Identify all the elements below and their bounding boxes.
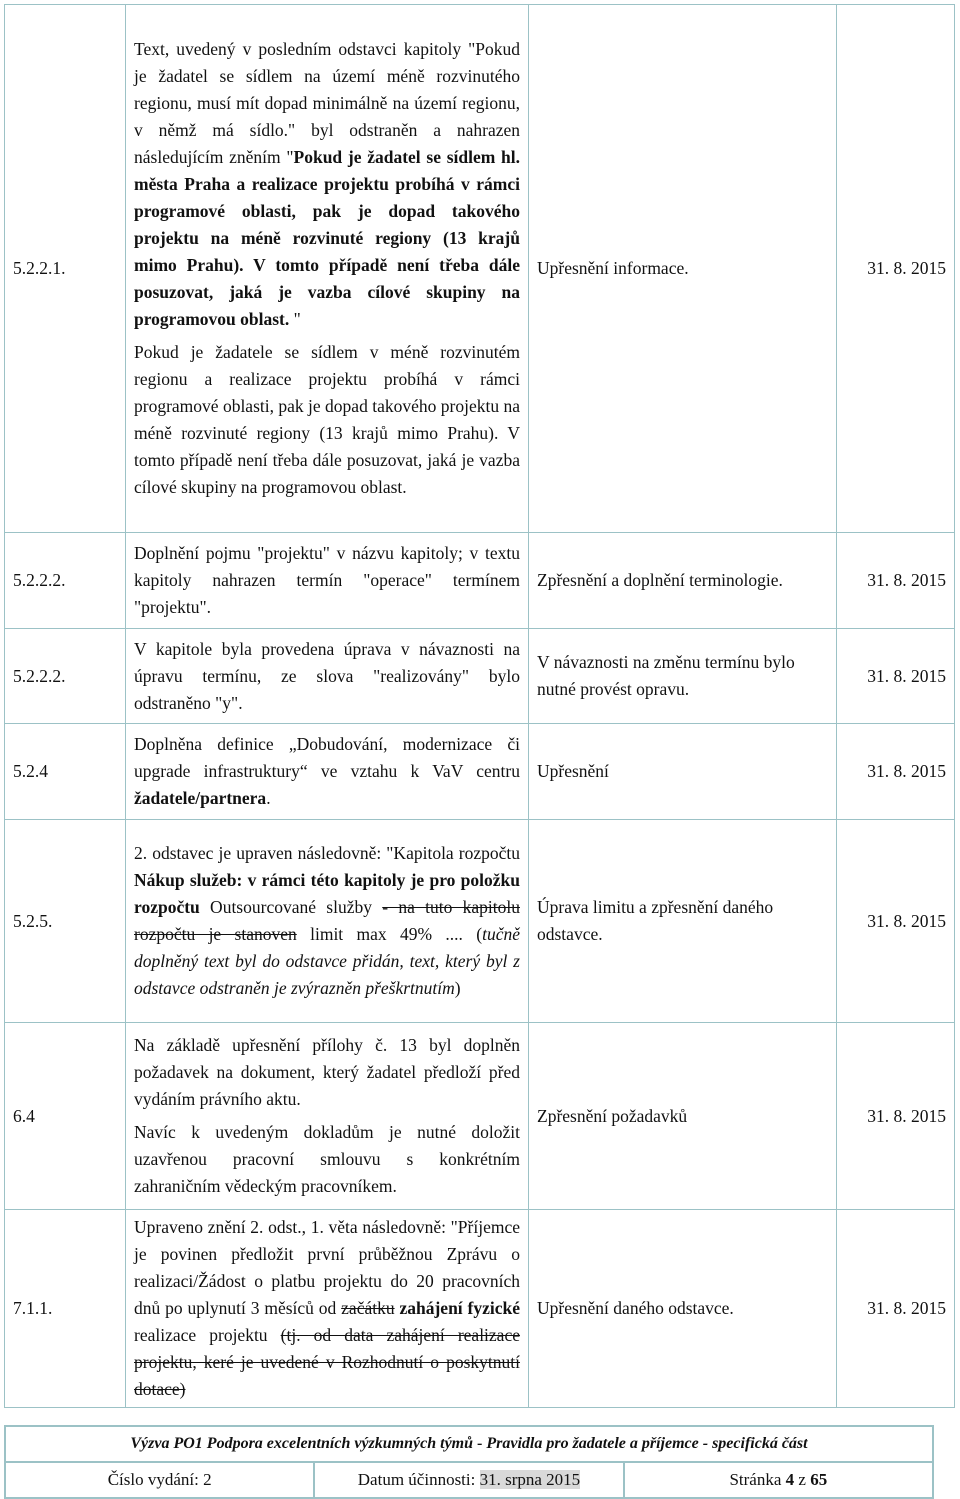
- description-text: .: [266, 788, 271, 808]
- document-name: Pravidla pro žadatele a příjemce - specifická část: [486, 1435, 808, 1452]
- table-row: [5, 820, 955, 1023]
- effective-date: [314, 1462, 623, 1498]
- description-text: 2. odstavec je upraven následovně: "Kapitola rozpočtu: [134, 843, 520, 863]
- bold-text: žadatele/partnera: [134, 788, 267, 808]
- change-date: 31. 8. 2015: [837, 1210, 955, 1408]
- description-text: Doplněna definice „Dobudování, modernizace či upgrade infrastruktury“ ve vztahu k VaV centru: [134, 734, 520, 781]
- table-row: [5, 724, 955, 820]
- change-date: 31. 8. 2015: [837, 629, 955, 724]
- change-reason: Upřesnění informace.: [529, 5, 837, 533]
- effective-date-value: 31. srpna 2015: [479, 1470, 581, 1489]
- changes-table: [4, 4, 955, 1408]
- description-paragraph: Navíc k uvedeným dokladům je nutné doložit uzavřenou pracovní smlouvu s konkrétním zahraničním vědeckým pracovníkem.: [134, 1122, 520, 1196]
- page-footer: [4, 1425, 934, 1499]
- footer-meta-row: [5, 1462, 933, 1498]
- section-number: 7.1.1.: [5, 1210, 126, 1408]
- section-number: 5.2.4: [5, 724, 126, 820]
- description-paragraph: Na základě upřesnění přílohy č. 13 byl doplněn požadavek na dokument, který žadatel předloží před vydáním právního aktu.: [134, 1035, 520, 1109]
- change-date: 31. 8. 2015: [837, 5, 955, 533]
- section-number: 5.2.2.2.: [5, 533, 126, 629]
- change-description: Doplnění pojmu "projektu" v názvu kapitoly; v textu kapitoly nahrazen termín "operace" termínem "projektu".: [126, 533, 529, 629]
- description-paragraph: [134, 36, 520, 333]
- description-text: Text, uvedený v posledním odstavci kapitoly "Pokud je žadatel se sídlem na území méně rozvinutého regionu, musí mít dopad minimálně na území regionu, v němž má sídlo." byl odstraněn a nahrazen následujícím zněním ": [134, 39, 520, 167]
- description-text: limit max 49% .... (: [296, 924, 483, 944]
- change-reason: Upřesnění daného odstavce.: [529, 1210, 837, 1408]
- call-name: Výzva PO1 Podpora excelentních výzkumných týmů: [130, 1435, 474, 1452]
- table-row: [5, 533, 955, 629]
- current-page: 4: [785, 1470, 795, 1489]
- change-reason: Zpřesnění a doplnění terminologie.: [529, 533, 837, 629]
- struck-text: (tj. od data zahájení realizace projektu, keré je uvedené v Rozhodnutí o poskytnutí dotace): [134, 1325, 520, 1399]
- footer-title: [5, 1426, 933, 1462]
- struck-text: - na tuto kapitolu rozpočtu je stanoven: [134, 897, 520, 944]
- footer-title-row: [5, 1426, 933, 1462]
- description-text: Upraveno znění 2. odst., 1. věta následovně: "Příjemce je povinen předložit první průběžnou Zprávu o realizaci/Žádost o platbu projektu do 20 pracovních dnů po uplynutí 3 měsíců od: [134, 1217, 520, 1318]
- page-separator: z: [794, 1470, 811, 1489]
- description-paragraph: Pokud je žadatele se sídlem v méně rozvinutém regionu a realizace projektu probíhá v rámci programové oblasti, pak je dopad takového projektu na méně rozvinuté regiony (13 krajů mimo Prahu). V tomto případě není třeba dále posuzovat, jaká je vazba cílové skupiny na programovou oblast.: [134, 342, 520, 497]
- description-text: ): [454, 978, 461, 998]
- table-row: [5, 629, 955, 724]
- change-date: 31. 8. 2015: [837, 1023, 955, 1210]
- change-reason: Zpřesnění požadavků: [529, 1023, 837, 1210]
- description-text: realizace projektu: [134, 1325, 281, 1345]
- bold-text: zahájení fyzické: [399, 1298, 521, 1318]
- table-row: [5, 5, 955, 533]
- struck-text: začátku: [341, 1298, 395, 1318]
- section-number: 5.2.5.: [5, 820, 126, 1023]
- change-reason: Úprava limitu a zpřesnění daného odstavce.: [529, 820, 837, 1023]
- change-date: 31. 8. 2015: [837, 820, 955, 1023]
- page-number: [624, 1462, 933, 1498]
- description-text: Outsourcované služby: [199, 897, 383, 917]
- bold-text: Nákup služeb: v rámci této kapitoly je pro položku rozpočtu: [134, 870, 520, 917]
- change-description: [126, 1210, 529, 1408]
- description-text: ": [289, 309, 301, 329]
- change-description: [126, 1023, 529, 1210]
- page-label: Stránka: [729, 1470, 786, 1489]
- table-row: [5, 1023, 955, 1210]
- change-description: [126, 5, 529, 533]
- section-number: 5.2.2.2.: [5, 629, 126, 724]
- bold-text: Pokud je žadatel se sídlem hl. města Praha a realizace projektu probíhá v rámci programové oblasti, pak je dopad takového projektu na méně rozvinuté regiony (13 krajů mimo Prahu). V tomto případě není třeba dále posuzovat, jaká je vazba cílové skupiny na programovou oblast.: [134, 147, 520, 329]
- change-reason: V návaznosti na změnu termínu bylo nutné provést opravu.: [529, 629, 837, 724]
- change-reason: Upřesnění: [529, 724, 837, 820]
- change-date: 31. 8. 2015: [837, 724, 955, 820]
- change-description: [126, 820, 529, 1023]
- section-number: 5.2.2.1.: [5, 5, 126, 533]
- issue-number: Číslo vydání: 2: [5, 1462, 314, 1498]
- effective-date-label: Datum účinnosti:: [357, 1470, 480, 1489]
- total-pages: 65: [810, 1470, 828, 1489]
- table-row: [5, 1210, 955, 1408]
- change-date: 31. 8. 2015: [837, 533, 955, 629]
- change-description: [126, 724, 529, 820]
- title-separator: -: [473, 1435, 487, 1452]
- italic-text: tučně doplněný text byl do odstavce přidán, text, který byl z odstavce odstraněn je zvýrazněn přeškrtnutím: [134, 924, 520, 998]
- section-number: 6.4: [5, 1023, 126, 1210]
- change-description: V kapitole byla provedena úprava v návaznosti na úpravu termínu, ze slova "realizovány" bylo odstraněno "y".: [126, 629, 529, 724]
